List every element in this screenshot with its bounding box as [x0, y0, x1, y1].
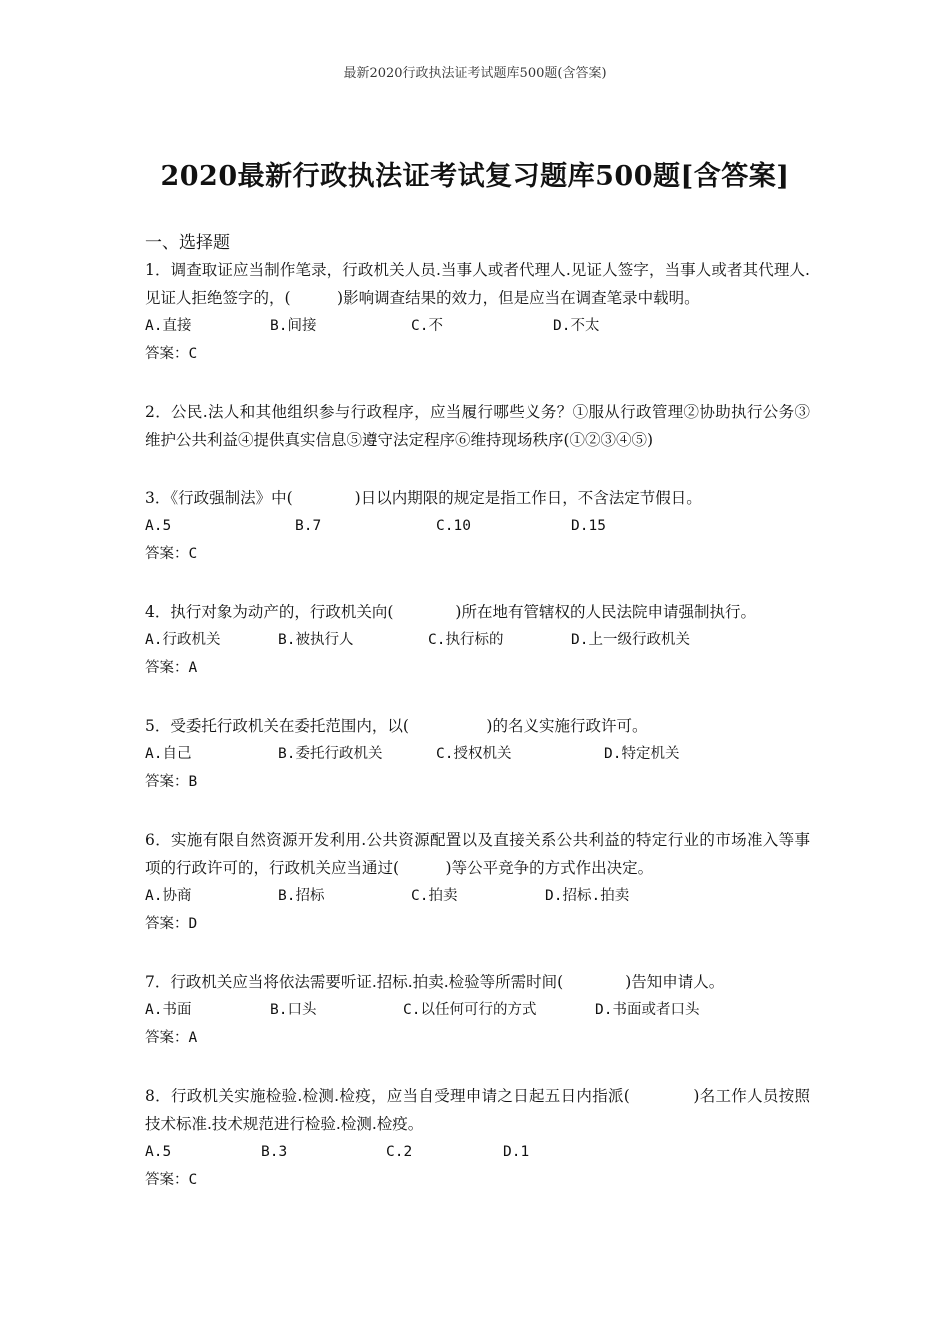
options-row	[145, 626, 810, 654]
question-3	[145, 484, 810, 568]
option-c: C.以任何可行的方式	[403, 1002, 537, 1018]
options-row	[145, 882, 810, 910]
question-text: 7．行政机关应当将依法需要听证.招标.拍卖.检验等所需时间( )告知申请人。	[145, 973, 725, 991]
question-1	[145, 256, 810, 368]
option-b: B.委托行政机关	[278, 746, 383, 762]
answer: 答案：C	[145, 1172, 198, 1188]
option-d: D.书面或者口头	[595, 1002, 700, 1018]
answer: 答案：C	[145, 546, 198, 562]
option-c: C.授权机关	[436, 746, 512, 762]
option-d: D.不太	[553, 318, 600, 334]
question-5	[145, 712, 810, 796]
options-row	[145, 312, 810, 340]
options-row	[145, 996, 810, 1024]
option-d: D.上一级行政机关	[571, 632, 690, 648]
option-b: B.间接	[270, 318, 317, 334]
running-header: 最新2020行政执法证考试题库500题(含答案)	[343, 66, 607, 81]
option-c: C.10	[436, 518, 471, 534]
answer: 答案：D	[145, 916, 198, 932]
option-a: A.书面	[145, 1002, 192, 1018]
option-b: B.3	[261, 1144, 288, 1160]
options-row	[145, 1138, 810, 1166]
question-text: 1．调查取证应当制作笔录，行政机关人员.当事人或者代理人.见证人签字，当事人或者其代理人.见证人拒绝签字的，( )影响调查结果的效力，但是应当在调查笔录中载明。	[145, 261, 810, 307]
answer: 答案：A	[145, 660, 198, 676]
option-a: A.5	[145, 518, 172, 534]
option-d: D.15	[571, 518, 606, 534]
option-a: A.协商	[145, 888, 192, 904]
question-6	[145, 826, 810, 938]
option-b: B.招标	[278, 888, 325, 904]
option-b: B.被执行人	[278, 632, 354, 648]
option-a: A.5	[145, 1144, 172, 1160]
option-a: A.行政机关	[145, 632, 221, 648]
option-c: C.2	[386, 1144, 413, 1160]
answer: 答案：B	[145, 774, 198, 790]
question-7	[145, 968, 810, 1052]
answer: 答案：C	[145, 346, 198, 362]
question-list	[145, 230, 810, 1194]
option-c: C.不	[411, 318, 443, 334]
answer: 答案：A	[145, 1030, 198, 1046]
question-text: 6．实施有限自然资源开发利用.公共资源配置以及直接关系公共利益的特定行业的市场准入等事项的行政许可的，行政机关应当通过( )等公平竞争的方式作出决定。	[145, 831, 810, 877]
question-8	[145, 1082, 810, 1194]
option-c: C.拍卖	[411, 888, 458, 904]
option-a: A.直接	[145, 318, 192, 334]
options-row	[145, 740, 810, 768]
question-text: 8．行政机关实施检验.检测.检疫，应当自受理申请之日起五日内指派( )名工作人员按照技术标准.技术规范进行检验.检测.检疫。	[145, 1087, 810, 1133]
question-4	[145, 598, 810, 682]
question-text: 2．公民.法人和其他组织参与行政程序，应当履行哪些义务？①服从行政管理②协助执行公务③维护公共利益④提供真实信息⑤遵守法定程序⑥维持现场秩序(①②③④⑤)	[145, 403, 810, 449]
option-b: B.口头	[270, 1002, 317, 1018]
option-d: D.1	[503, 1144, 530, 1160]
question-text: 5．受委托行政机关在委托范围内，以( )的名义实施行政许可。	[145, 717, 648, 735]
option-d: D.招标.拍卖	[545, 888, 630, 904]
question-2	[145, 398, 810, 454]
options-row	[145, 512, 810, 540]
section-heading: 一、选择题	[145, 233, 230, 253]
question-text: 4．执行对象为动产的，行政机关向( )所在地有管辖权的人民法院申请强制执行。	[145, 603, 756, 621]
option-a: A.自己	[145, 746, 192, 762]
option-d: D.特定机关	[604, 746, 680, 762]
option-c: C.执行标的	[428, 632, 504, 648]
document-title: 2020最新行政执法证考试复习题库500题[含答案]	[160, 161, 790, 192]
question-text: 3．《行政强制法》中( )日以内期限的规定是指工作日，不含法定节假日。	[145, 489, 702, 507]
option-b: B.7	[295, 518, 322, 534]
